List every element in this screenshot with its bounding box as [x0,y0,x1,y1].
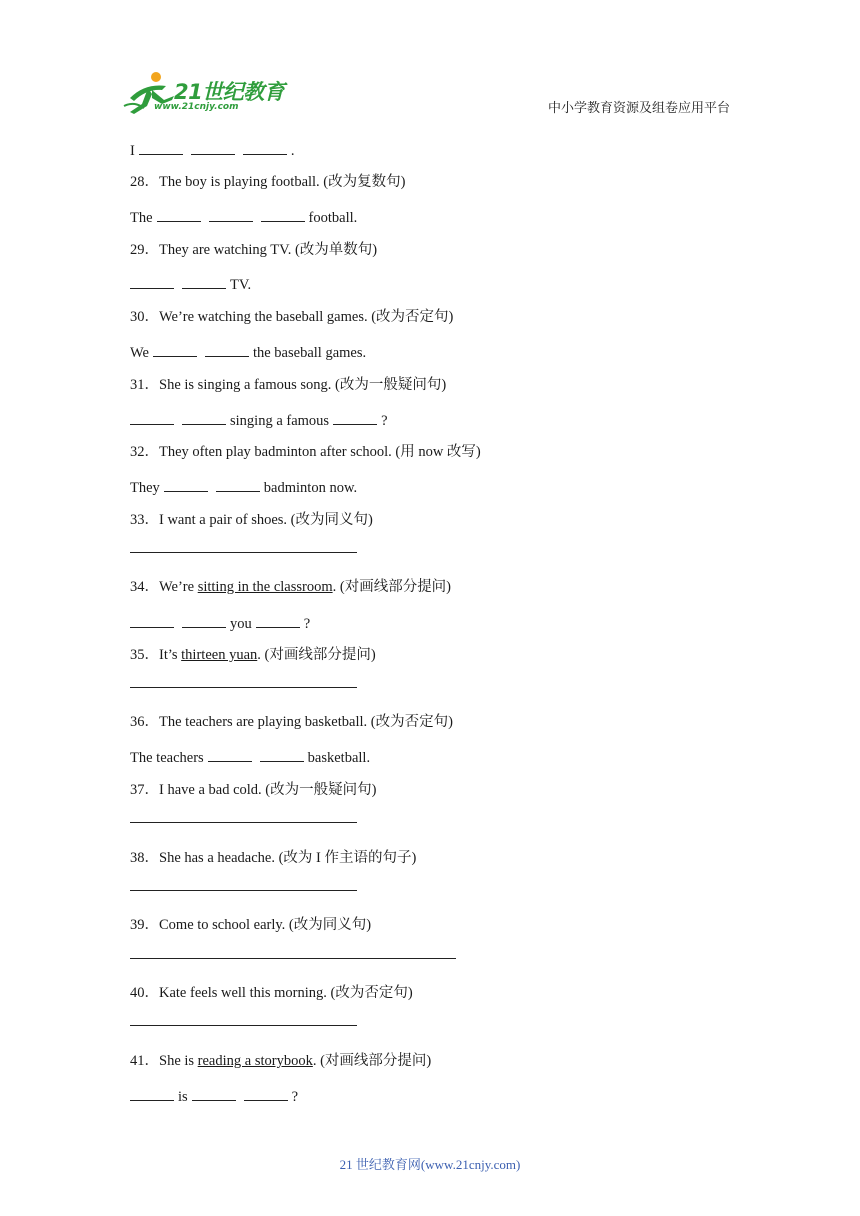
answer-text: We [130,345,149,361]
answer-text: the baseball games. [252,345,367,361]
answer-line-36 [130,747,370,767]
question-30 [130,308,453,326]
underlined-phrase: reading a storybook [197,1053,313,1069]
question-number: 31． [130,377,159,393]
question-32 [130,443,481,461]
blank [208,747,252,762]
question-number: 28． [130,174,159,190]
question-text: Come to school early. (改为同义句) [159,917,372,933]
blank [139,140,183,155]
answer-text: I [130,143,135,159]
question-number: 40． [130,985,159,1001]
question-text: They are watching TV. (改为单数句) [159,242,378,258]
blank [205,342,249,357]
question-29 [130,241,377,259]
answer-text: basketball. [307,750,371,766]
answer-text: you [230,616,252,632]
question-text: She has a headache. (改为 I 作主语的句子) [159,850,417,866]
question-text: . (对画线部分提问) [332,579,452,595]
question-number: 32． [130,444,159,460]
question-34 [130,578,451,596]
answer-rule [130,889,357,891]
blank [244,1086,288,1101]
question-text: Kate feels well this morning. (改为否定句) [159,985,413,1001]
answer-line-31 [130,410,388,430]
blank [209,207,253,222]
blank [157,207,201,222]
question-text: We’re [159,579,198,595]
answer-rule [130,551,357,553]
question-text: . (对画线部分提问) [312,1053,432,1069]
blank [256,613,300,628]
question-number: 37． [130,782,159,798]
answer-text: The [130,210,153,226]
logo-brand-text: 21世纪教育 [174,80,285,104]
question-text: I want a pair of shoes. (改为同义句) [159,512,373,528]
blank [191,140,235,155]
answer-line-37 [130,810,357,828]
question-28 [130,173,405,191]
answer-line-40 [130,1013,357,1031]
question-35 [130,646,376,664]
answer-text: is [178,1089,188,1105]
question-text: She is [159,1053,198,1069]
question-text: We’re watching the baseball games. (改为否定句) [159,309,454,325]
blank [130,274,174,289]
question-text: The teachers are playing basketball. (改为否定句) [159,714,453,730]
blank [182,274,226,289]
question-31 [130,376,446,394]
question-number: 35． [130,647,159,663]
answer-text: ? [381,413,388,429]
blank [243,140,287,155]
answer-rule [130,686,357,688]
answer-line-39 [130,946,456,964]
blank [153,342,197,357]
answer-line-38 [130,878,357,896]
blank [192,1086,236,1101]
page-header [0,0,860,130]
question-number: 39． [130,917,159,933]
answer-line-32 [130,477,357,497]
platform-name: 中小学教育资源及组卷应用平台 [547,101,730,116]
question-text: They often play badminton after school. (用 now 改写) [159,444,481,460]
answer-text: They [130,480,160,496]
answer-text: The teachers [130,750,204,766]
answer-line-29 [130,274,251,294]
answer-line-27: I . [130,140,294,160]
answer-text: badminton now. [263,480,358,496]
blank [164,477,208,492]
answer-rule [130,957,456,959]
answer-text: ? [303,616,311,632]
question-number: 29． [130,242,159,258]
answer-rule [130,821,357,823]
question-number: 34． [130,579,159,595]
blank [216,477,260,492]
blank [130,410,174,425]
question-38 [130,849,416,867]
blank [130,1086,174,1101]
blank [333,410,377,425]
question-number: 30． [130,309,159,325]
question-37 [130,781,376,799]
logo-url-text: www.21cnjy.com [154,102,239,112]
answer-rule [130,1024,357,1026]
answer-line-33 [130,540,357,558]
question-text: She is singing a famous song. (改为一般疑问句) [159,377,447,393]
blank [261,207,305,222]
answer-line-35 [130,675,357,693]
answer-line-28 [130,207,357,227]
answer-line-34 [130,613,310,633]
question-number: 33． [130,512,159,528]
question-number: 41． [130,1053,159,1069]
answer-text: TV. [230,277,252,293]
site-logo [122,70,292,116]
blank [182,613,226,628]
question-36 [130,713,453,731]
question-40 [130,984,413,1002]
blank [260,747,304,762]
blank [182,410,226,425]
question-number: 36． [130,714,159,730]
underlined-phrase: thirteen yuan [181,647,258,663]
question-number: 38． [130,850,159,866]
answer-text: football. [308,210,358,226]
blank [130,613,174,628]
question-text: It’s [159,647,182,663]
question-text: I have a bad cold. (改为一般疑问句) [159,782,377,798]
question-39 [130,916,371,934]
question-33 [130,511,373,529]
answer-line-41 [130,1086,298,1106]
question-41 [130,1052,431,1070]
answer-text: ? [291,1089,299,1105]
page-footer: 21 世纪教育网(www.21cnjy.com) [339,1157,521,1172]
question-text: The boy is playing football. (改为复数句) [159,174,406,190]
underlined-phrase: sitting in the classroom [197,579,333,595]
question-text: . (对画线部分提问) [257,647,376,663]
answer-line-30 [130,342,366,362]
answer-text: singing a famous [230,413,330,429]
